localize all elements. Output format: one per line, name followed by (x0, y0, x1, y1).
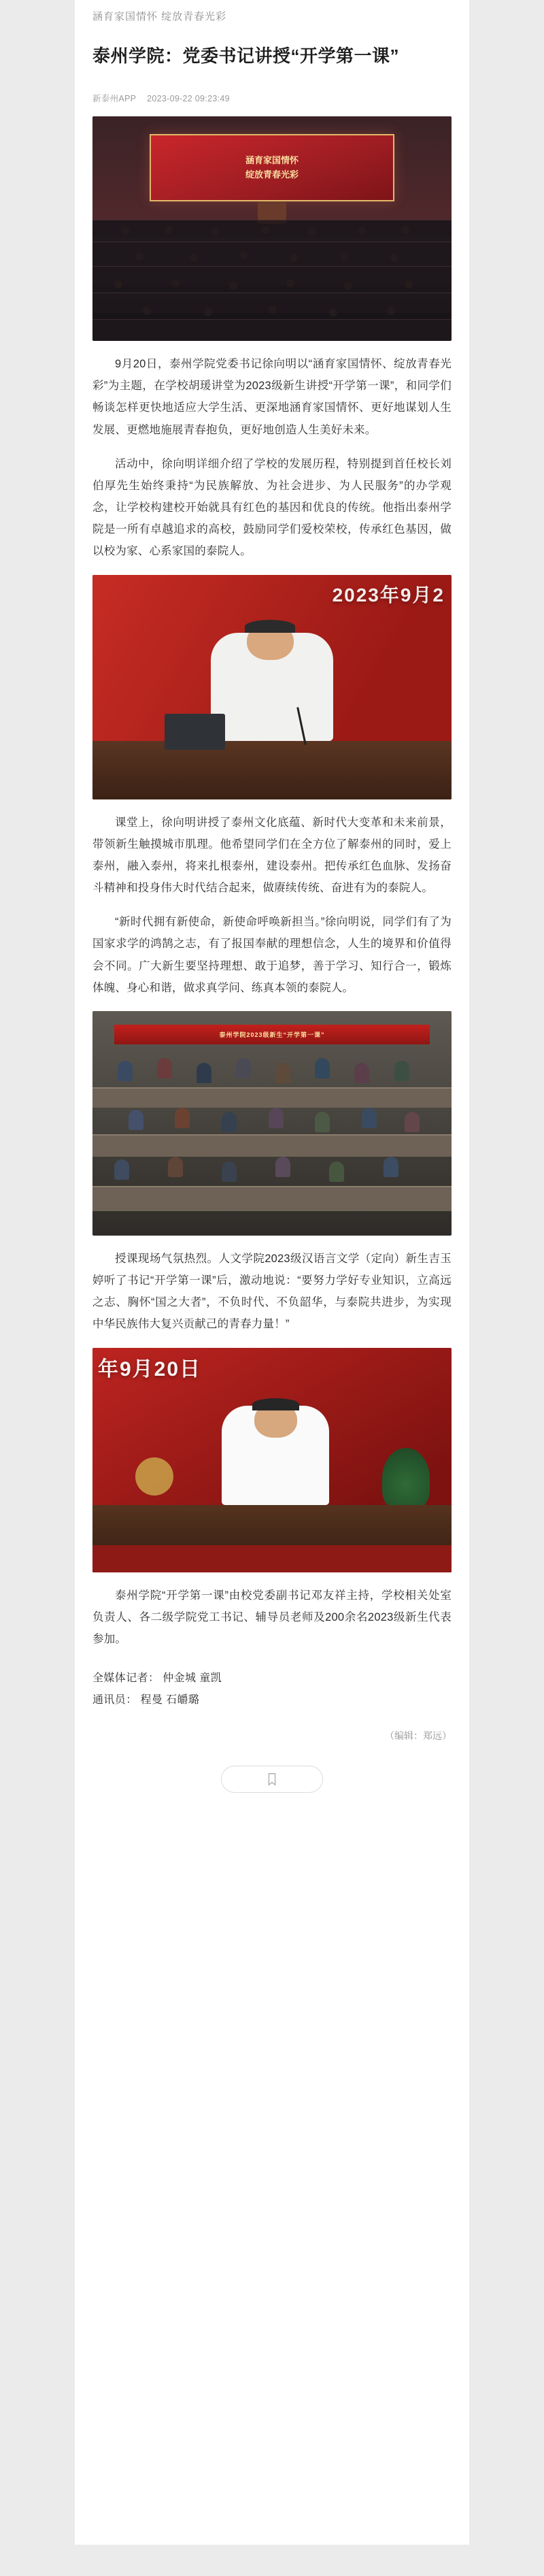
photo-datestamp: 2023年9月2 (332, 584, 445, 606)
students-hall-canvas (92, 1011, 452, 1236)
audience-head (390, 254, 398, 262)
article-paragraph: 活动中，徐向明详细介绍了学校的发展历程，特别提到首任校长刘伯厚先生始终秉持“为民族解放、为社会进步、为人民服务”的办学观念，让学校构建校开始就具有红色的基因和优良的传统。他指出泰州学院是一所有卓越追求的高校，鼓励同学们爱校荣校，传承红色基因，做以校为家、心系家国的泰院人。 (92, 457, 452, 558)
desk-row (92, 1134, 452, 1157)
student-figure (269, 1108, 284, 1128)
student-figure (157, 1058, 172, 1078)
speaker-desk-photo (92, 575, 452, 799)
student-figure (405, 1112, 420, 1132)
editor-note: （编辑：郑远） (385, 1730, 452, 1742)
audience-head (308, 228, 316, 236)
credit-correspondents: 通讯员： 程曼 石皭璐 (92, 1694, 200, 1706)
potted-plant (382, 1448, 430, 1509)
seat-row (92, 266, 452, 286)
students-hall-photo (92, 1011, 452, 1236)
article-timestamp: 2023-09-22 09:23:49 (147, 94, 230, 103)
student-figure (394, 1061, 409, 1081)
article-meta (75, 81, 469, 104)
student-figure (329, 1161, 344, 1182)
auditorium-photo (92, 116, 452, 341)
student-figure (222, 1112, 237, 1132)
bookmark-button[interactable] (221, 1766, 323, 1793)
seat-row (92, 220, 452, 237)
article-source: 新泰州APP (92, 94, 137, 103)
screen-text-line2: 绽放青春光彩 (245, 169, 299, 180)
seat-row (92, 319, 452, 341)
article-paragraph: 课堂上，徐向明讲授了泰州文化底蕴、新时代大变革和未来前景，带领新生触摸城市肌理。他希望同学们在全方位了解泰州的同时，爱上泰州，融入泰州，将来扎根泰州，建设泰州。把传承红色血脉、发扬奋斗精神和投身伟大时代结合起来，做赓续传统、奋进有为的泰院人。 (92, 816, 452, 895)
audience-head (190, 254, 198, 262)
audience-head (114, 280, 122, 288)
audience-head (165, 226, 173, 234)
audience-head (229, 282, 237, 290)
student-figure (175, 1108, 190, 1128)
desk (92, 741, 452, 799)
student-figure (118, 1061, 133, 1081)
audience-head (261, 226, 269, 234)
desk-cloth (92, 1545, 452, 1572)
desk-row (92, 1087, 452, 1108)
credit-reporters: 全媒体记者： 仲金城 童凯 (92, 1672, 222, 1685)
student-figure (362, 1108, 377, 1128)
audience-head (171, 279, 180, 287)
seating-rows (92, 220, 452, 341)
page-title: 泰州学院：党委书记讲授“开学第一课” (92, 45, 400, 66)
article-kicker: 涵育家国情怀 绽放青春光彩 (92, 11, 227, 22)
audience-head (143, 307, 151, 315)
student-figure (236, 1058, 251, 1078)
credits-block (75, 1650, 469, 1711)
article-paragraph: 泰州学院“开学第一课”由校党委副书记邓友祥主持，学校相关处室负责人、各二级学院党工书记、辅导员老师及200余名2023级新生代表参加。 (92, 1589, 452, 1645)
student-figure (354, 1063, 369, 1083)
audience-head (344, 282, 352, 290)
auditorium-photo-canvas (92, 116, 452, 341)
student-figure (384, 1157, 398, 1177)
speaker-hair (245, 620, 295, 633)
student-figure (168, 1157, 183, 1177)
student-figure (275, 1157, 290, 1177)
speaker-hair (252, 1398, 299, 1410)
screen-text-line1: 涵育家国情怀 (245, 155, 299, 166)
ribbon-bookmark-icon (265, 1772, 279, 1787)
audience-head (286, 279, 294, 287)
student-figure (129, 1110, 143, 1130)
audience-head (329, 308, 337, 316)
audience-head (387, 307, 395, 315)
audience-head (204, 308, 212, 316)
audience-head (269, 306, 277, 314)
desk-row (92, 1186, 452, 1210)
article-card (75, 0, 469, 2545)
student-figure (114, 1159, 129, 1180)
student-figure (315, 1112, 330, 1132)
student-figure (275, 1063, 290, 1083)
student-figure (197, 1063, 211, 1083)
audience-head (290, 254, 298, 262)
laptop (165, 714, 226, 750)
speaker-flag-canvas (92, 1348, 452, 1572)
audience-head (405, 280, 413, 288)
speaker-flag-photo (92, 1348, 452, 1572)
stage-screen (150, 134, 394, 201)
article-paragraph: 9月20日，泰州学院党委书记徐向明以“涵育家国情怀、绽放青春光彩”为主题，在学校胡瑗讲堂为2023级新生讲授“开学第一课”，和同学们畅谈怎样更快地适应大学生活、更深地涵育家国情怀、更好地谋划人生发展、更燃地施展青春抱负，更好地创造人生美好未来。 (92, 358, 452, 436)
hall-banner: 泰州学院2023级新生“开学第一课” (114, 1025, 430, 1045)
student-figure (315, 1058, 330, 1078)
photo-datestamp: 年9月20日 (98, 1357, 202, 1381)
speaker-desk-canvas (92, 575, 452, 799)
audience-head (401, 226, 409, 234)
article-paragraph: “新时代拥有新使命，新使命呼唤新担当。”徐向明说，同学们有了为国家求学的鸿鹄之志，有了报国奉献的理想信念，人生的境界和价值得会不同。广大新生要坚持理想、敢于追梦，善于学习、知行合一，锻炼体魄、身心和谐，做求真学问、练真本领的泰院人。 (92, 916, 452, 994)
student-figure (222, 1161, 237, 1182)
article-paragraph: 授课现场气氛热烈。人文学院2023级汉语言文学（定向）新生吉玉婷听了书记“开学第一课”后，激动地说：“要努力学好专业知识，立高远之志、胸怀“国之大者”，不负时代、不负韶华，与泰院共进步，为实现中华民族伟大复兴贡献己的青春力量！” (92, 1252, 452, 1331)
